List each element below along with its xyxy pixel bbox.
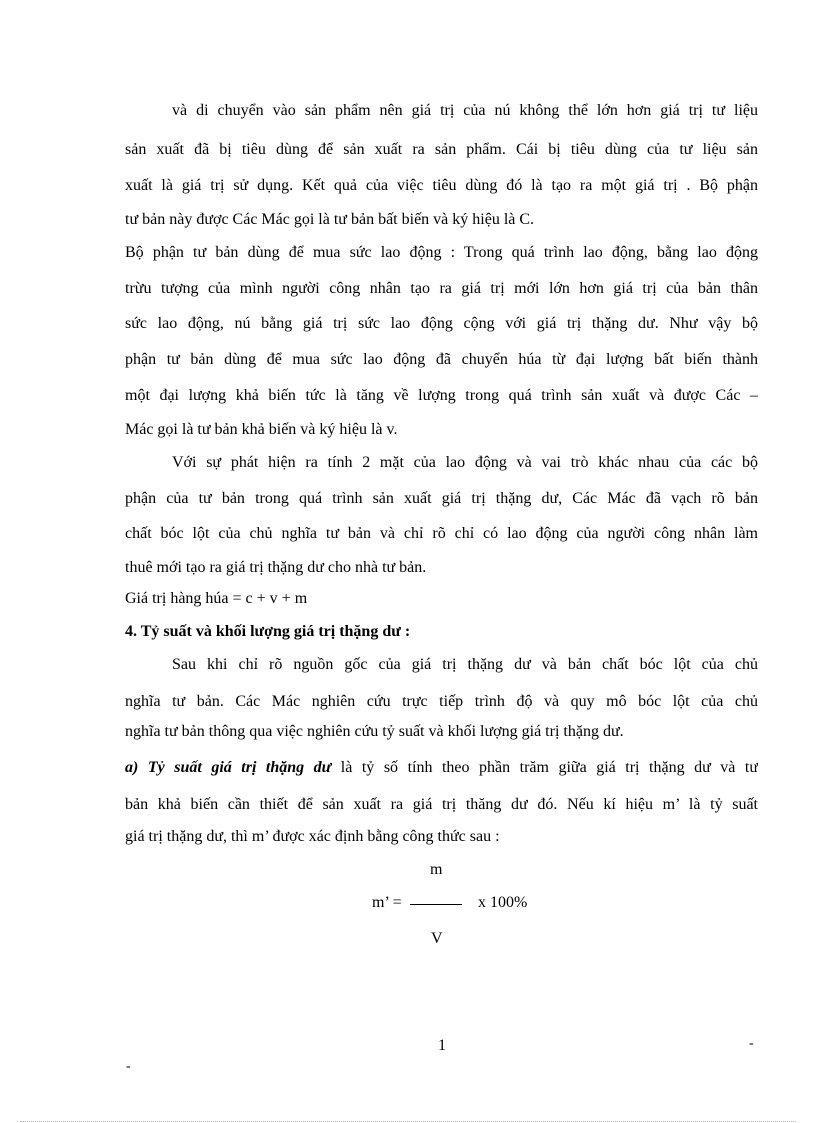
formula-multiplier: x 100% [478,894,528,911]
subheading-line [125,758,758,778]
footer-dash-right: - [749,1036,754,1051]
text-line: sức lao động, nú bằng giá trị sức lao động cộng với giá trị thặng dư. Như vậy bộ [125,315,758,332]
formula-lhs: m’ = [372,894,402,911]
text-line: phận của tư bản trong quá trình sản xuất giá trị thặng dư, Các Mác đã vạch rõ bản [125,490,758,507]
text-line: xuất là giá trị sử dụng. Kết quả của việc tiêu dùng đó là tạo ra một giá trị . Bộ phận [125,177,758,194]
text-line: và di chuyển vào sản phẩm nên giá trị của nú không thể lớn hơn giá trị tư liệu [172,102,758,119]
text-line: Sau khi chỉ rõ nguồn gốc của giá trị thặng dư và bản chất bóc lột của chủ [172,656,758,673]
text-line: Với sự phát hiện ra tính 2 mặt của lao động và vai trò khác nhau của các bộ [172,454,758,471]
fraction-bar [410,904,462,905]
page-number: 1 [438,1037,446,1054]
formula-numerator: m [430,861,443,878]
footer-dash-left: - [126,1059,131,1074]
text-line: sản xuất đã bị tiêu dùng để sản xuất ra sản phẩm. Cái bị tiêu dùng của tư liệu sản [125,141,758,158]
text-line: tư bản này được Các Mác gọi là tư bản bất biến và ký hiệu là C. [125,211,535,228]
text-line: giá trị thặng dư, thì m’ được xác định bằng công thức sau : [125,828,500,845]
text-line: thuê mới tạo ra giá trị thặng dư cho nhà tư bản. [125,559,427,576]
text-line: một đại lượng khả biến tức là tăng về lượng trong quá trình sản xuất và được Các – [125,387,758,404]
formula-denominator: V [431,930,443,947]
text-line: phận tư bản dùng để mua sức lao động đã chuyển húa từ đại lượng bất biến thành [125,351,758,368]
subheading-a: a) Tỷ suất giá trị thặng dư [125,759,332,776]
text-line: Bộ phận tư bản dùng để mua sức lao động : Trong quá trình lao động, bằng lao động [125,244,758,261]
text-line: bản khả biến cần thiết để sản xuất ra giá trị thăng dư đó. Nếu kí hiệu m’ là tỷ suất [125,796,758,813]
text-line: nghĩa tư bản. Các Mác nghiên cứu trực tiếp trình độ và quy mô bóc lột của chủ [125,693,758,710]
subheading-a-text: là tỷ số tính theo phần trăm giữa giá trị thặng dư và tư [340,759,758,776]
text-line: nghĩa tư bản thông qua việc nghiên cứu tỷ suất và khối lượng giá trị thặng dư. [125,723,624,740]
text-line: Mác gọi là tư bản khả biến và ký hiệu là v. [125,421,398,438]
page-bottom-rule [20,1121,796,1122]
section-heading: 4. Tỷ suất và khối lượng giá trị thặng dư : [125,623,411,640]
formula-inline: Giá trị hàng húa = c + v + m [125,590,308,607]
text-line: chất bóc lột của chủ nghĩa tư bản và chỉ rõ chỉ có lao động của người công nhân làm [125,525,758,542]
text-line: trừu tượng của mình người công nhân tạo ra giá trị mới lớn hơn giá trị của bản thân [125,280,758,297]
